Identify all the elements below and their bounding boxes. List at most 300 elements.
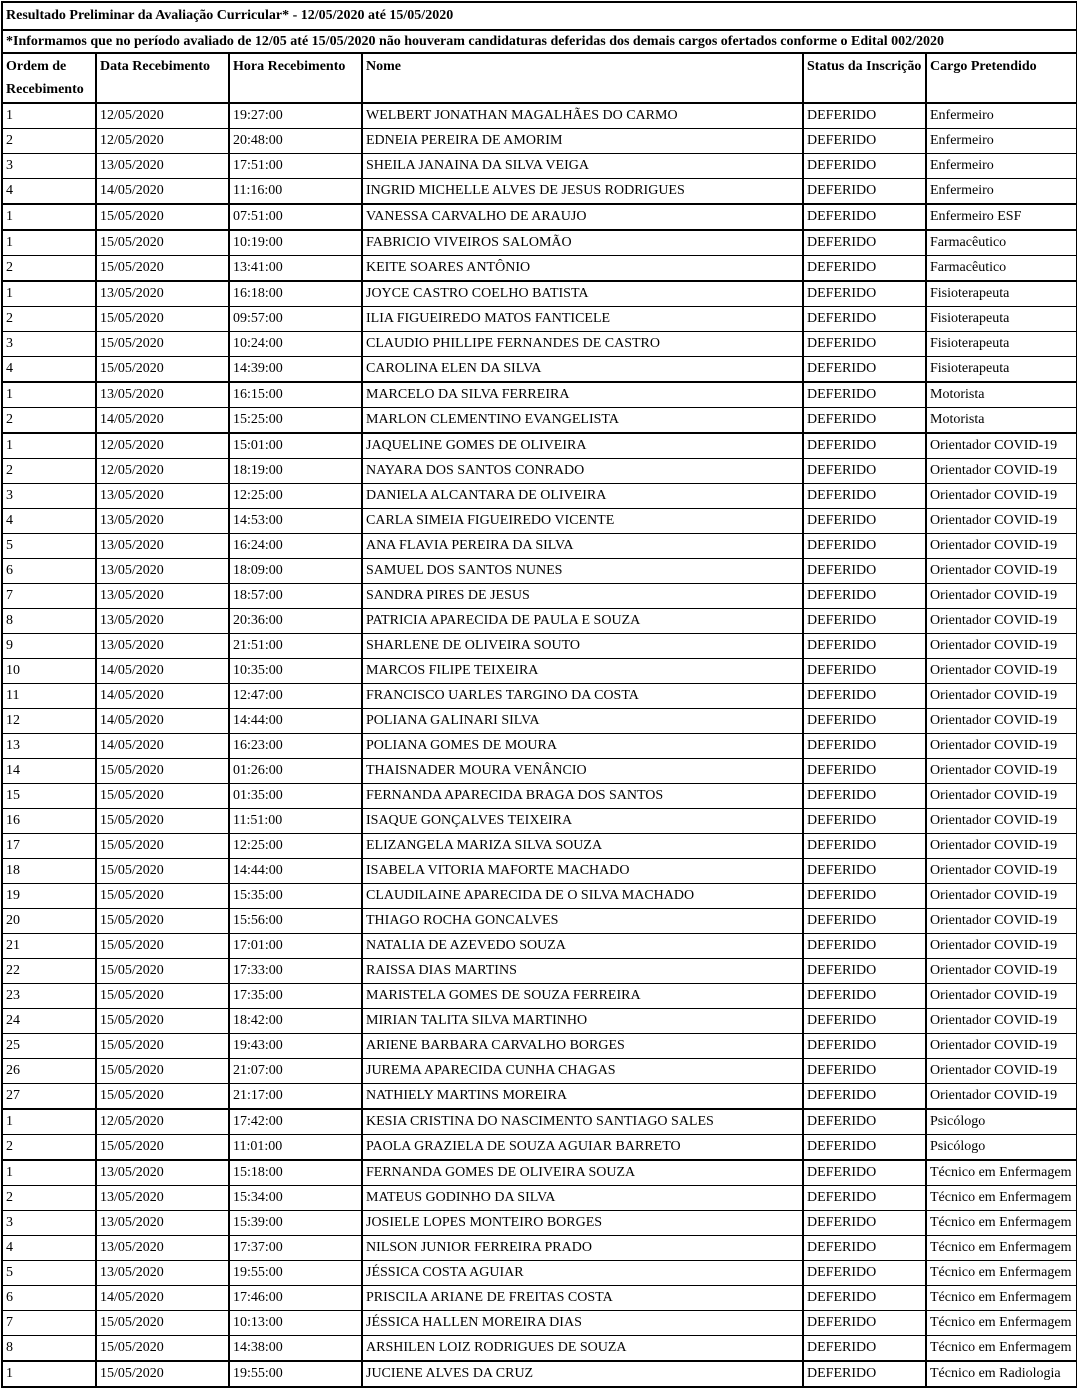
cell-nome: VANESSA CARVALHO DE ARAUJO [362,204,803,230]
cell-hora-recebimento: 21:51:00 [229,634,362,659]
cell-status-inscricao: DEFERIDO [803,1286,926,1311]
table-row [2,1186,1077,1211]
cell-status-inscricao: DEFERIDO [803,1261,926,1286]
table-row [2,909,1077,934]
cell-data-recebimento: 13/05/2020 [96,382,229,408]
cell-data-recebimento: 13/05/2020 [96,1186,229,1211]
cell-ordem: 8 [2,609,96,634]
table-row [2,584,1077,609]
cell-hora-recebimento: 12:25:00 [229,484,362,509]
cell-nome: KEITE SOARES ANTÔNIO [362,256,803,282]
table-row [2,1084,1077,1110]
column-header-status-inscricao: Status da Inscrição [803,53,926,103]
cell-status-inscricao: DEFERIDO [803,103,926,129]
cell-nome: MARCOS FILIPE TEIXEIRA [362,659,803,684]
cell-nome: MIRIAN TALITA SILVA MARTINHO [362,1009,803,1034]
cell-hora-recebimento: 14:44:00 [229,709,362,734]
cell-status-inscricao: DEFERIDO [803,784,926,809]
cell-hora-recebimento: 09:57:00 [229,307,362,332]
cell-hora-recebimento: 15:35:00 [229,884,362,909]
cell-ordem: 4 [2,179,96,205]
cell-hora-recebimento: 17:42:00 [229,1109,362,1135]
cell-hora-recebimento: 14:44:00 [229,859,362,884]
cell-cargo-pretendido: Orientador COVID-19 [926,834,1077,859]
cell-hora-recebimento: 14:53:00 [229,509,362,534]
cell-hora-recebimento: 19:43:00 [229,1034,362,1059]
cell-status-inscricao: DEFERIDO [803,509,926,534]
cell-data-recebimento: 13/05/2020 [96,584,229,609]
cell-nome: ARIENE BARBARA CARVALHO BORGES [362,1034,803,1059]
cell-data-recebimento: 12/05/2020 [96,103,229,129]
table-row [2,934,1077,959]
cell-nome: POLIANA GALINARI SILVA [362,709,803,734]
column-header-nome: Nome [362,53,803,103]
cell-ordem: 6 [2,1286,96,1311]
cell-hora-recebimento: 18:19:00 [229,459,362,484]
cell-cargo-pretendido: Técnico em Enfermagem [926,1160,1077,1186]
cell-status-inscricao: DEFERIDO [803,659,926,684]
cell-hora-recebimento: 18:42:00 [229,1009,362,1034]
cell-status-inscricao: DEFERIDO [803,307,926,332]
cell-cargo-pretendido: Enfermeiro [926,179,1077,205]
cell-nome: WELBERT JONATHAN MAGALHÃES DO CARMO [362,103,803,129]
cell-hora-recebimento: 16:24:00 [229,534,362,559]
cell-nome: MATEUS GODINHO DA SILVA [362,1186,803,1211]
cell-ordem: 11 [2,684,96,709]
cell-hora-recebimento: 15:01:00 [229,433,362,459]
cell-ordem: 3 [2,484,96,509]
cell-hora-recebimento: 11:01:00 [229,1135,362,1161]
table-row [2,433,1077,459]
table-row [2,484,1077,509]
cell-nome: ELIZANGELA MARIZA SILVA SOUZA [362,834,803,859]
cell-ordem: 25 [2,1034,96,1059]
cell-cargo-pretendido: Psicólogo [926,1109,1077,1135]
cell-data-recebimento: 15/05/2020 [96,834,229,859]
cell-status-inscricao: DEFERIDO [803,408,926,434]
cell-ordem: 3 [2,1211,96,1236]
cell-ordem: 8 [2,1336,96,1362]
cell-cargo-pretendido: Orientador COVID-19 [926,784,1077,809]
cell-status-inscricao: DEFERIDO [803,1336,926,1362]
cell-data-recebimento: 13/05/2020 [96,509,229,534]
cell-hora-recebimento: 21:17:00 [229,1084,362,1110]
cell-ordem: 1 [2,103,96,129]
table-row [2,534,1077,559]
cell-ordem: 9 [2,634,96,659]
cell-nome: ISAQUE GONÇALVES TEIXEIRA [362,809,803,834]
cell-nome: ANA FLAVIA PEREIRA DA SILVA [362,534,803,559]
cell-hora-recebimento: 17:35:00 [229,984,362,1009]
cell-nome: JUCIENE ALVES DA CRUZ [362,1361,803,1387]
cell-cargo-pretendido: Farmacêutico [926,256,1077,282]
column-header-data-recebimento: Data Recebimento [96,53,229,103]
cell-status-inscricao: DEFERIDO [803,433,926,459]
cell-hora-recebimento: 11:16:00 [229,179,362,205]
cell-cargo-pretendido: Orientador COVID-19 [926,1084,1077,1110]
cell-nome: NATALIA DE AZEVEDO SOUZA [362,934,803,959]
table-row [2,1034,1077,1059]
cell-nome: CAROLINA ELEN DA SILVA [362,357,803,383]
cell-cargo-pretendido: Farmacêutico [926,230,1077,256]
cell-data-recebimento: 13/05/2020 [96,634,229,659]
cell-nome: JÉSSICA HALLEN MOREIRA DIAS [362,1311,803,1336]
cell-cargo-pretendido: Técnico em Enfermagem [926,1211,1077,1236]
cell-status-inscricao: DEFERIDO [803,609,926,634]
cell-cargo-pretendido: Orientador COVID-19 [926,609,1077,634]
cell-status-inscricao: DEFERIDO [803,534,926,559]
cell-cargo-pretendido: Orientador COVID-19 [926,734,1077,759]
cell-status-inscricao: DEFERIDO [803,281,926,307]
cell-hora-recebimento: 19:55:00 [229,1261,362,1286]
cell-nome: JOYCE CASTRO COELHO BATISTA [362,281,803,307]
cell-nome: INGRID MICHELLE ALVES DE JESUS RODRIGUES [362,179,803,205]
cell-data-recebimento: 13/05/2020 [96,534,229,559]
cell-hora-recebimento: 16:23:00 [229,734,362,759]
cell-data-recebimento: 15/05/2020 [96,1034,229,1059]
cell-data-recebimento: 13/05/2020 [96,609,229,634]
cell-nome: MARISTELA GOMES DE SOUZA FERREIRA [362,984,803,1009]
cell-nome: JUREMA APARECIDA CUNHA CHAGAS [362,1059,803,1084]
cell-cargo-pretendido: Orientador COVID-19 [926,859,1077,884]
column-header-hora-recebimento: Hora Recebimento [229,53,362,103]
cell-status-inscricao: DEFERIDO [803,834,926,859]
cell-data-recebimento: 15/05/2020 [96,307,229,332]
cell-hora-recebimento: 01:26:00 [229,759,362,784]
cell-cargo-pretendido: Orientador COVID-19 [926,584,1077,609]
column-header-ordem-recebimento: Ordem de Recebimento [2,53,96,103]
cell-data-recebimento: 12/05/2020 [96,459,229,484]
cell-cargo-pretendido: Orientador COVID-19 [926,709,1077,734]
cell-hora-recebimento: 01:35:00 [229,784,362,809]
cell-hora-recebimento: 15:18:00 [229,1160,362,1186]
cell-data-recebimento: 15/05/2020 [96,1361,229,1387]
cell-ordem: 4 [2,1236,96,1261]
table-row [2,684,1077,709]
column-header-row [2,53,1077,103]
cell-hora-recebimento: 15:25:00 [229,408,362,434]
cell-cargo-pretendido: Orientador COVID-19 [926,1059,1077,1084]
cell-data-recebimento: 13/05/2020 [96,154,229,179]
cell-cargo-pretendido: Técnico em Enfermagem [926,1186,1077,1211]
title-row [2,2,1077,30]
note-text: *Informamos que no período avaliado de 12/05 até 15/05/2020 não houveram candidaturas deferidas dos demais cargos ofertados conforme o Edital 002/2020 [2,30,1077,53]
cell-nome: SAMUEL DOS SANTOS NUNES [362,559,803,584]
cell-data-recebimento: 15/05/2020 [96,859,229,884]
cell-ordem: 7 [2,1311,96,1336]
table-row [2,357,1077,383]
cell-ordem: 2 [2,459,96,484]
cell-ordem: 1 [2,204,96,230]
table-row [2,559,1077,584]
cell-data-recebimento: 14/05/2020 [96,709,229,734]
cell-nome: FABRICIO VIVEIROS SALOMÃO [362,230,803,256]
cell-status-inscricao: DEFERIDO [803,357,926,383]
cell-hora-recebimento: 19:55:00 [229,1361,362,1387]
cell-cargo-pretendido: Fisioterapeuta [926,307,1077,332]
cell-status-inscricao: DEFERIDO [803,129,926,154]
cell-hora-recebimento: 10:19:00 [229,230,362,256]
cell-hora-recebimento: 15:56:00 [229,909,362,934]
table-body [2,103,1077,1387]
table-row [2,1059,1077,1084]
cell-nome: MARLON CLEMENTINO EVANGELISTA [362,408,803,434]
cell-hora-recebimento: 21:07:00 [229,1059,362,1084]
cell-status-inscricao: DEFERIDO [803,1311,926,1336]
cell-nome: MARCELO DA SILVA FERREIRA [362,382,803,408]
table-row [2,408,1077,434]
cell-cargo-pretendido: Enfermeiro [926,154,1077,179]
table-row [2,759,1077,784]
cell-status-inscricao: DEFERIDO [803,934,926,959]
cell-status-inscricao: DEFERIDO [803,634,926,659]
cell-ordem: 1 [2,382,96,408]
table-row [2,1261,1077,1286]
cell-data-recebimento: 15/05/2020 [96,1311,229,1336]
cell-status-inscricao: DEFERIDO [803,984,926,1009]
table-row [2,1211,1077,1236]
cell-nome: SANDRA PIRES DE JESUS [362,584,803,609]
cell-cargo-pretendido: Técnico em Enfermagem [926,1236,1077,1261]
table-row [2,1236,1077,1261]
cell-ordem: 4 [2,509,96,534]
cell-ordem: 5 [2,534,96,559]
cell-cargo-pretendido: Orientador COVID-19 [926,534,1077,559]
cell-status-inscricao: DEFERIDO [803,884,926,909]
cell-data-recebimento: 15/05/2020 [96,1084,229,1110]
cell-cargo-pretendido: Orientador COVID-19 [926,1034,1077,1059]
cell-nome: PATRICIA APARECIDA DE PAULA E SOUZA [362,609,803,634]
cell-ordem: 2 [2,408,96,434]
table-row [2,459,1077,484]
cell-hora-recebimento: 13:41:00 [229,256,362,282]
cell-status-inscricao: DEFERIDO [803,1109,926,1135]
cell-nome: CLAUDILAINE APARECIDA DE O SILVA MACHADO [362,884,803,909]
cell-nome: ISABELA VITORIA MAFORTE MACHADO [362,859,803,884]
cell-status-inscricao: DEFERIDO [803,332,926,357]
cell-ordem: 16 [2,809,96,834]
cell-data-recebimento: 13/05/2020 [96,1261,229,1286]
cell-hora-recebimento: 17:01:00 [229,934,362,959]
cell-data-recebimento: 15/05/2020 [96,332,229,357]
cell-status-inscricao: DEFERIDO [803,584,926,609]
cell-data-recebimento: 13/05/2020 [96,1211,229,1236]
cell-cargo-pretendido: Orientador COVID-19 [926,559,1077,584]
cell-nome: JAQUELINE GOMES DE OLIVEIRA [362,433,803,459]
cell-ordem: 14 [2,759,96,784]
cell-status-inscricao: DEFERIDO [803,1236,926,1261]
table-row [2,154,1077,179]
cell-hora-recebimento: 12:47:00 [229,684,362,709]
table-row [2,382,1077,408]
cell-status-inscricao: DEFERIDO [803,1186,926,1211]
table-row [2,609,1077,634]
cell-status-inscricao: DEFERIDO [803,1009,926,1034]
table-row [2,204,1077,230]
cell-ordem: 24 [2,1009,96,1034]
cell-nome: ILIA FIGUEIREDO MATOS FANTICELE [362,307,803,332]
cell-cargo-pretendido: Enfermeiro [926,129,1077,154]
cell-hora-recebimento: 07:51:00 [229,204,362,230]
table-row [2,859,1077,884]
cell-nome: CARLA SIMEIA FIGUEIREDO VICENTE [362,509,803,534]
table-row [2,784,1077,809]
cell-data-recebimento: 13/05/2020 [96,281,229,307]
cell-data-recebimento: 13/05/2020 [96,559,229,584]
cell-status-inscricao: DEFERIDO [803,909,926,934]
cell-status-inscricao: DEFERIDO [803,1135,926,1161]
table-row [2,809,1077,834]
cell-hora-recebimento: 15:39:00 [229,1211,362,1236]
cell-hora-recebimento: 17:37:00 [229,1236,362,1261]
cell-data-recebimento: 13/05/2020 [96,1160,229,1186]
table-row [2,659,1077,684]
table-row [2,834,1077,859]
cell-status-inscricao: DEFERIDO [803,204,926,230]
table-row [2,1009,1077,1034]
cell-status-inscricao: DEFERIDO [803,1034,926,1059]
cell-ordem: 5 [2,1261,96,1286]
cell-ordem: 26 [2,1059,96,1084]
cell-ordem: 15 [2,784,96,809]
cell-data-recebimento: 15/05/2020 [96,984,229,1009]
cell-data-recebimento: 14/05/2020 [96,179,229,205]
cell-cargo-pretendido: Orientador COVID-19 [926,1009,1077,1034]
table-row [2,634,1077,659]
cell-ordem: 13 [2,734,96,759]
cell-ordem: 2 [2,1186,96,1211]
cell-cargo-pretendido: Técnico em Enfermagem [926,1311,1077,1336]
cell-hora-recebimento: 12:25:00 [229,834,362,859]
table-row [2,332,1077,357]
table-row [2,884,1077,909]
cell-ordem: 7 [2,584,96,609]
cell-ordem: 1 [2,1109,96,1135]
cell-hora-recebimento: 10:13:00 [229,1311,362,1336]
cell-ordem: 2 [2,1135,96,1161]
cell-nome: PRISCILA ARIANE DE FREITAS COSTA [362,1286,803,1311]
cell-cargo-pretendido: Fisioterapeuta [926,357,1077,383]
table-row [2,1361,1077,1387]
cell-data-recebimento: 15/05/2020 [96,934,229,959]
cell-cargo-pretendido: Fisioterapeuta [926,281,1077,307]
results-table [1,1,1077,1388]
cell-data-recebimento: 13/05/2020 [96,1236,229,1261]
cell-hora-recebimento: 19:27:00 [229,103,362,129]
cell-hora-recebimento: 18:57:00 [229,584,362,609]
cell-cargo-pretendido: Orientador COVID-19 [926,634,1077,659]
cell-ordem: 2 [2,307,96,332]
cell-nome: CLAUDIO PHILLIPE FERNANDES DE CASTRO [362,332,803,357]
cell-cargo-pretendido: Técnico em Radiologia [926,1361,1077,1387]
cell-cargo-pretendido: Orientador COVID-19 [926,459,1077,484]
cell-data-recebimento: 12/05/2020 [96,129,229,154]
cell-hora-recebimento: 16:18:00 [229,281,362,307]
cell-cargo-pretendido: Orientador COVID-19 [926,759,1077,784]
cell-ordem: 3 [2,154,96,179]
cell-cargo-pretendido: Técnico em Enfermagem [926,1286,1077,1311]
cell-data-recebimento: 15/05/2020 [96,204,229,230]
cell-status-inscricao: DEFERIDO [803,154,926,179]
cell-cargo-pretendido: Psicólogo [926,1135,1077,1161]
cell-ordem: 10 [2,659,96,684]
cell-ordem: 1 [2,433,96,459]
cell-cargo-pretendido: Orientador COVID-19 [926,884,1077,909]
cell-ordem: 1 [2,1160,96,1186]
cell-status-inscricao: DEFERIDO [803,859,926,884]
cell-status-inscricao: DEFERIDO [803,759,926,784]
cell-status-inscricao: DEFERIDO [803,559,926,584]
cell-nome: NILSON JUNIOR FERREIRA PRADO [362,1236,803,1261]
table-row [2,256,1077,282]
table-row [2,129,1077,154]
cell-status-inscricao: DEFERIDO [803,734,926,759]
cell-nome: ARSHILEN LOIZ RODRIGUES DE SOUZA [362,1336,803,1362]
cell-nome: SHEILA JANAINA DA SILVA VEIGA [362,154,803,179]
cell-hora-recebimento: 15:34:00 [229,1186,362,1211]
cell-hora-recebimento: 20:48:00 [229,129,362,154]
column-header-cargo-pretendido: Cargo Pretendido [926,53,1077,103]
table-row [2,984,1077,1009]
cell-hora-recebimento: 17:33:00 [229,959,362,984]
cell-nome: EDNEIA PEREIRA DE AMORIM [362,129,803,154]
table-row [2,959,1077,984]
cell-cargo-pretendido: Enfermeiro [926,103,1077,129]
cell-data-recebimento: 13/05/2020 [96,484,229,509]
table-row [2,307,1077,332]
cell-status-inscricao: DEFERIDO [803,959,926,984]
cell-ordem: 1 [2,1361,96,1387]
cell-status-inscricao: DEFERIDO [803,1160,926,1186]
table-row [2,734,1077,759]
cell-data-recebimento: 15/05/2020 [96,884,229,909]
table-row [2,1135,1077,1161]
cell-ordem: 22 [2,959,96,984]
cell-nome: NATHIELY MARTINS MOREIRA [362,1084,803,1110]
cell-data-recebimento: 15/05/2020 [96,1059,229,1084]
cell-ordem: 17 [2,834,96,859]
cell-nome: THIAGO ROCHA GONCALVES [362,909,803,934]
cell-hora-recebimento: 17:51:00 [229,154,362,179]
cell-ordem: 23 [2,984,96,1009]
cell-nome: KESIA CRISTINA DO NASCIMENTO SANTIAGO SALES [362,1109,803,1135]
cell-ordem: 2 [2,129,96,154]
cell-data-recebimento: 15/05/2020 [96,909,229,934]
cell-status-inscricao: DEFERIDO [803,484,926,509]
cell-data-recebimento: 12/05/2020 [96,433,229,459]
cell-status-inscricao: DEFERIDO [803,1059,926,1084]
cell-ordem: 1 [2,281,96,307]
table-row [2,709,1077,734]
cell-ordem: 1 [2,230,96,256]
cell-ordem: 19 [2,884,96,909]
cell-cargo-pretendido: Técnico em Enfermagem [926,1261,1077,1286]
cell-status-inscricao: DEFERIDO [803,256,926,282]
cell-data-recebimento: 15/05/2020 [96,959,229,984]
cell-data-recebimento: 15/05/2020 [96,809,229,834]
cell-nome: FERNANDA APARECIDA BRAGA DOS SANTOS [362,784,803,809]
table-row [2,509,1077,534]
cell-data-recebimento: 15/05/2020 [96,230,229,256]
page-title: Resultado Preliminar da Avaliação Curricular* - 12/05/2020 até 15/05/2020 [2,2,1077,30]
cell-data-recebimento: 12/05/2020 [96,1109,229,1135]
cell-status-inscricao: DEFERIDO [803,1361,926,1387]
cell-data-recebimento: 15/05/2020 [96,1135,229,1161]
cell-status-inscricao: DEFERIDO [803,179,926,205]
cell-nome: SHARLENE DE OLIVEIRA SOUTO [362,634,803,659]
table-row [2,281,1077,307]
cell-data-recebimento: 15/05/2020 [96,784,229,809]
